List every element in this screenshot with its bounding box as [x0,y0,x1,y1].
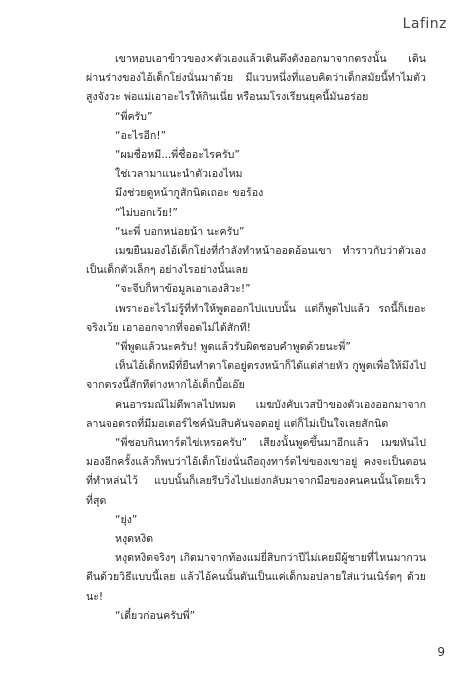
dialogue-line: “นะพี่ บอกหน่อยน้า นะครับ” [115,225,245,238]
dialogue-line: “ผมชื่อหมี...พี่ชื่ออะไรครับ” [115,149,240,162]
paragraph: “พี่ชอบกินทาร์ตไข่เหรอครับ” เสียงนั้นพูดขึ้นมาอีกแล้ว เมฆหันไปมองอีกครั้งแล้วก็พบว่าไอ้เด็กโย่งนั่นถือถุงทาร์ตไข่ของเขาอยู่ คงจะเป็นตอนที่ทำหล่นไว้ แบบนั้นก็เลยรีบวิ่งไปแย่งกลับมาจากมือของคนคนนั้นโดยเร็วที่สุด [86,437,426,507]
narration-line: มึงช่วยดูหน้ากูสักนิดเถอะ ขอร้อง [115,187,264,200]
page-body [86,50,426,626]
paragraph: คนอารมณ์ไม่ดีพาลไปหมด เมฆบังคับเวสป้าของตัวเองออกมาจากลานจอดรถที่มีมอเตอร์ไซค์นับสิบคันจอดอยู่ แต่ก็ไม่เป็นใจเลยสักนิด [86,398,426,430]
dialogue-line: “จะจีบก็หาข้อมูลเอาเองสิวะ!” [115,283,251,296]
narration-line: ใช่เวลามาแนะนำตัวเองไหม [115,168,243,181]
paragraph: เขาหอบเอาข้าวของ×ตัวเองแล้วเดินตึงตังออกมาจากตรงนั้น เดินผ่านร่างของไอ้เด็กโย่งนั่นมาด้วย มีแวบหนึ่งที่แอบคิดว่าเด็กสมัยนี้ทำไมตัวสูงจังวะ พ่อแม่เอาอะไรให้กินเนี่ย หรือนมโรงเรียนยุคนี้มันอร่อย [86,53,426,104]
dialogue-line: “อะไรอีก!” [115,129,167,142]
header-brand: Lafinz [402,16,447,32]
dialogue-line: “พี่พูดแล้วนะครับ! พูดแล้วรับผิดชอบคำพูดด้วยนะพี่” [115,341,351,354]
paragraph: เห็นไอ้เด็กหมีที่ยืนทำตาโตอยู่ตรงหน้าก็ได้แต่ส่ายหัว กูพูดเพื่อให้มึงไปจากตรงนี้สักทีต่างหากไอ้เด็กบื้อเอ๊ย [86,360,426,392]
paragraph: เมฆยืนมองไอ้เด็กโย่งที่กำลังทำหน้าออดอ้อนเขา ทำราวกับว่าตัวเองเป็นเด็กตัวเล็กๆ อย่างไรอย่างนั้นเลย [86,245,426,277]
dialogue-line: “ยุ่ง” [115,513,138,526]
dialogue-line: “พี่ครับ” [115,110,153,123]
dialogue-line: “เดี๋ยวก่อนครับพี่” [115,609,196,622]
paragraph: หงุดหงิดจริงๆ เกิดมาจากท้องแม่ยี่สิบกว่าปีไม่เคยมีผู้ชายที่ไหนมากวนตีนด้วยวิธีแบบนี้เลย แล้วไอ้คนนั้นดันเป็นแค่เด็กมอปลายใส่แว่นเนิร์ดๆ ด้วยนะ! [86,552,426,603]
paragraph: เพราะอะไรไม่รู้ที่ทำให้พูดออกไปแบบนั้น แต่ก็พูดไปแล้ว รถนี้ก็เยอะจริงเว้ย เอาออกจากที่จอดไม่ได้สักที! [86,302,426,334]
page-number: 9 [437,645,445,659]
dialogue-line: “ไม่บอกเว้ย!” [115,206,178,219]
narration-line: หงุดหงิด [115,533,154,546]
